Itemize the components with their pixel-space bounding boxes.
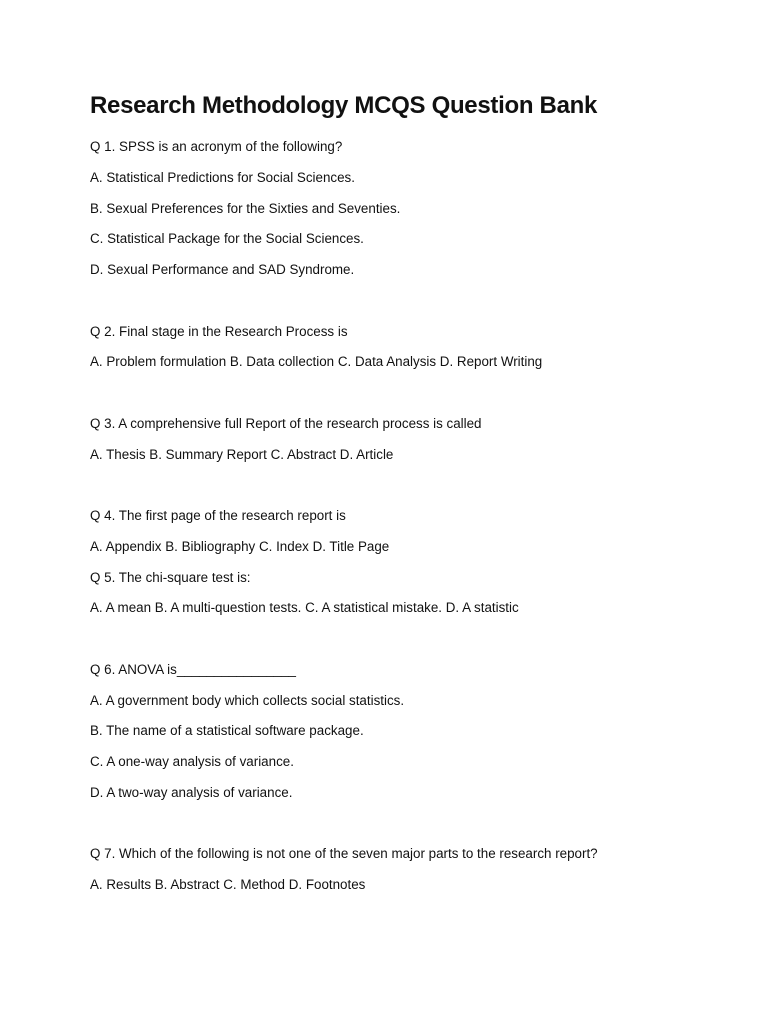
question-3-options: A. Thesis B. Summary Report C. Abstract D. Article: [90, 447, 394, 462]
document-title: Research Methodology MCQS Question Bank: [90, 92, 598, 119]
question-7-options: A. Results B. Abstract C. Method D. Footnotes: [90, 877, 366, 892]
question-3: Q 3. A comprehensive full Report of the research process is called: [90, 416, 482, 431]
question-1-option-b: B. Sexual Preferences for the Sixties and Seventies.: [90, 201, 401, 216]
question-1-option-d: D. Sexual Performance and SAD Syndrome.: [90, 262, 355, 277]
question-2: Q 2. Final stage in the Research Process is: [90, 324, 348, 339]
question-1-option-c: C. Statistical Package for the Social Sciences.: [90, 231, 364, 246]
question-4-options: A. Appendix B. Bibliography C. Index D. Title Page: [90, 539, 390, 554]
question-6-option-b: B. The name of a statistical software package.: [90, 723, 364, 738]
question-1-option-a: A. Statistical Predictions for Social Sciences.: [90, 170, 355, 185]
question-4: Q 4. The first page of the research report is: [90, 508, 346, 523]
question-6-option-d: D. A two-way analysis of variance.: [90, 785, 293, 800]
question-1: Q 1. SPSS is an acronym of the following?: [90, 139, 343, 154]
question-6-option-a: A. A government body which collects social statistics.: [90, 693, 405, 708]
question-7: Q 7. Which of the following is not one of the seven major parts to the research report?: [90, 846, 598, 861]
question-2-options: A. Problem formulation B. Data collection C. Data Analysis D. Report Writing: [90, 354, 543, 369]
question-5-options: A. A mean B. A multi-question tests. C. A statistical mistake. D. A statistic: [90, 600, 519, 615]
question-6-option-c: C. A one-way analysis of variance.: [90, 754, 294, 769]
question-6: Q 6. ANOVA is________________: [90, 662, 296, 677]
question-5: Q 5. The chi-square test is:: [90, 570, 251, 585]
